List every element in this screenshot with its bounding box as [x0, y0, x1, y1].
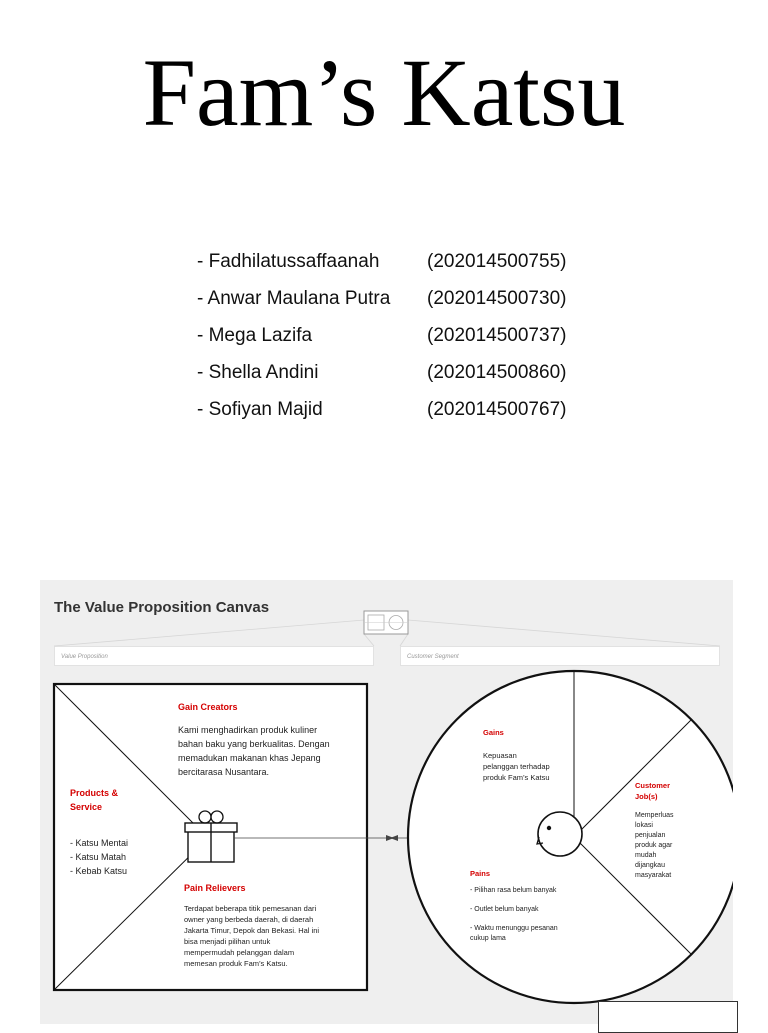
list-item: - Katsu Mentai — [70, 838, 129, 848]
pain-relievers-text: Terdapat beberapa titik pemesanan dari owner yang berbeda daerah, di daerah Jakarta Timur, Depok dan Bekasi. Hal ini bisa menjadi pilihan untuk mempermudah pelanggan dalam memesan produk Fam’s Katsu. — [184, 904, 320, 968]
gains-text: Kepuasan pelanggan terhadap produk Fam’s Katsu — [483, 751, 550, 782]
member-name: - Sofiyan Majid — [197, 399, 323, 420]
member-name: - Anwar Maulana Putra — [197, 288, 391, 309]
value-proposition-canvas — [40, 580, 733, 1024]
canvas-title: The Value Proposition Canvas — [54, 599, 270, 616]
list-item: cukup lama — [470, 935, 506, 942]
pain-relievers-heading: Pain Relievers — [184, 883, 246, 893]
member-id: (202014500730) — [427, 288, 567, 309]
customer-jobs-text: Memperluas lokasi penjualan produk agar mudah dijangkau masyarakat — [635, 812, 674, 879]
member-id: (202014500767) — [427, 399, 567, 420]
member-name: - Mega Lazifa — [197, 325, 313, 346]
mini-canvas-icon — [364, 611, 408, 634]
corner-box — [598, 1001, 738, 1033]
member-id: (202014500860) — [427, 362, 567, 383]
face-icon — [537, 812, 582, 856]
value-proposition-label: Value Proposition — [54, 646, 374, 666]
gain-creators-text: Kami menghadirkan produk kuliner bahan baku yang berkualitas. Dengan memadukan makanan khas Jepang bercitarasa Nusantara. — [178, 725, 330, 777]
list-item: - Pilihan rasa belum banyak — [470, 887, 557, 894]
customer-jobs-heading: Customer Job(s) — [635, 781, 671, 801]
list-item: - Katsu Matah — [70, 852, 127, 862]
customer-segment-label: Customer Segment — [400, 646, 720, 666]
list-item: - Outlet belum banyak — [470, 906, 539, 913]
member-id: (202014500737) — [427, 325, 567, 346]
member-name: - Fadhilatussaffaanah — [197, 251, 380, 272]
pains-heading: Pains — [470, 869, 491, 878]
page-title: Fam’s Katsu — [142, 39, 626, 146]
gain-creators-heading: Gain Creators — [178, 702, 238, 712]
list-item: - Waktu menunggu pesanan — [470, 925, 558, 932]
products-list — [70, 836, 128, 878]
pains-list — [470, 886, 558, 944]
member-id: (202014500755) — [427, 251, 567, 272]
products-heading: Products & Service — [70, 788, 119, 812]
member-name: - Shella Andini — [197, 362, 319, 383]
gains-heading: Gains — [483, 728, 504, 737]
list-item: - Kebab Katsu — [70, 866, 128, 876]
canvas-diagram — [40, 580, 733, 1024]
